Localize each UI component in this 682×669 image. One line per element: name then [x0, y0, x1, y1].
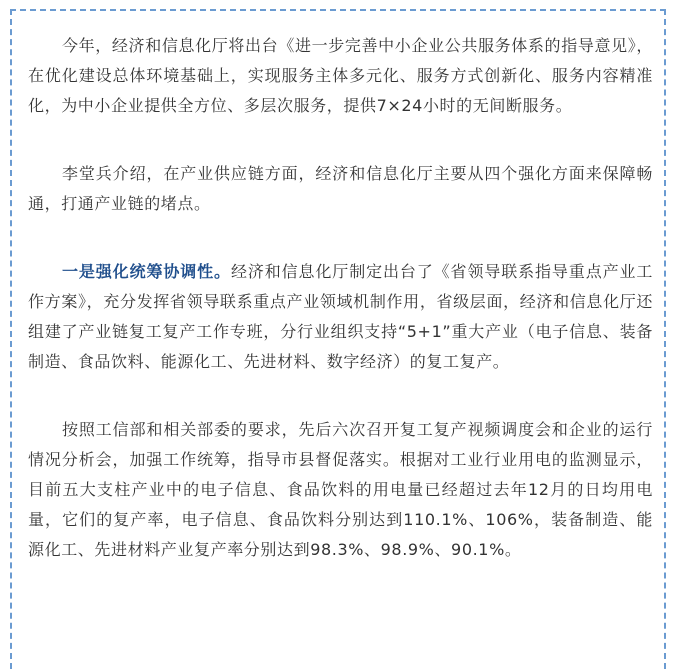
paragraph-supply-chain — [28, 159, 653, 219]
paragraph-text: 经济和信息化厅制定出台了《省领导联系指导重点产业工作方案》，充分发挥省领导联系重点产业领域机制作用，省级层面，经济和信息化厅还组建了产业链复工复产工作专班，分行业组织支持“5+1”重大产业（电子信息、装备制造、食品饮料、能源化工、先进材料、数字经济）的复工复产。 — [28, 262, 653, 371]
paragraph-resumption-rates — [28, 415, 653, 565]
article-body — [28, 31, 653, 565]
paragraph-gap — [28, 377, 653, 415]
paragraph-text: 李堂兵介绍，在产业供应链方面，经济和信息化厅主要从四个强化方面来保障畅通，打通产业链的堵点。 — [28, 164, 653, 213]
paragraph-text: 今年，经济和信息化厅将出台《进一步完善中小企业公共服务体系的指导意见》，在优化建设总体环境基础上，实现服务主体多元化、服务方式创新化、服务内容精准化，为中小企业提供全方位、多层次服务，提供7×24小时的无间断服务。 — [28, 36, 653, 115]
paragraph-gap — [28, 121, 653, 159]
paragraph-text: 按照工信部和相关部委的要求，先后六次召开复工复产视频调度会和企业的运行情况分析会，加强工作统筹，指导市县督促落实。根据对工业行业用电的监测显示，目前五大支柱产业中的电子信息、食品饮料的用电量已经超过去年12月的日均用电量，它们的复产率，电子信息、食品饮料分别达到110.1%、106%，装备制造、能源化工、先进材料产业复产率分别达到98.3%、98.9%、90.1%。 — [28, 420, 653, 559]
paragraph-coordination — [28, 257, 653, 377]
paragraph-service-system — [28, 31, 653, 121]
paragraph-gap — [28, 219, 653, 257]
paragraph-lead-heading: 一是强化统筹协调性。 — [62, 262, 231, 281]
